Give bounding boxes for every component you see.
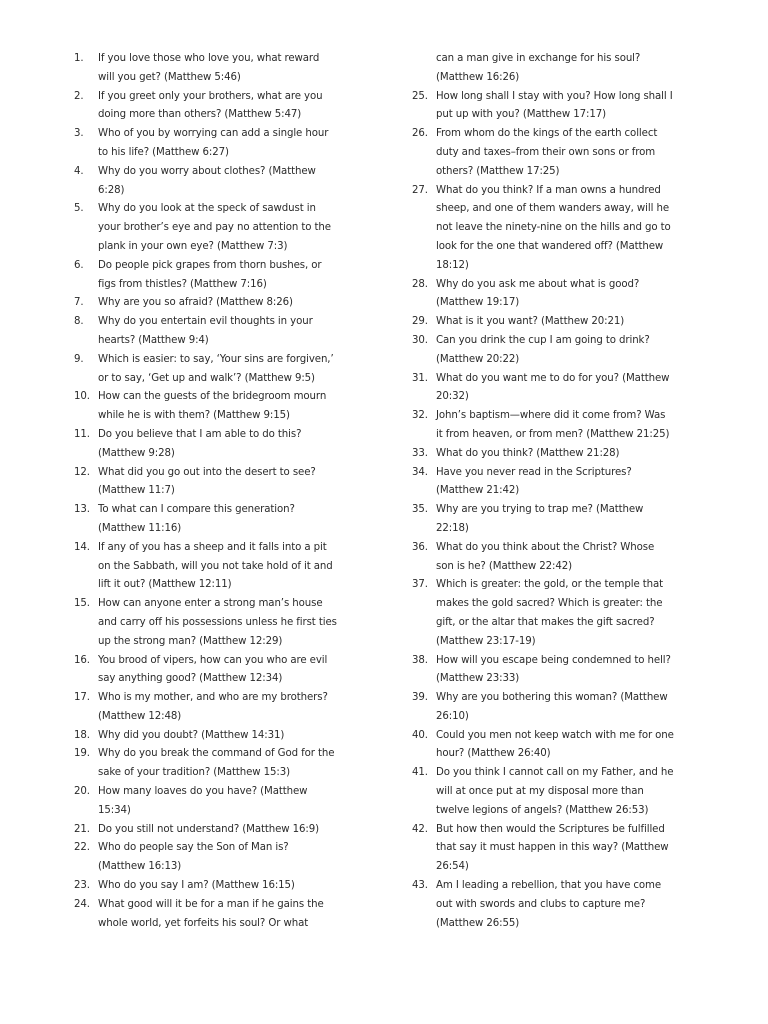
list-item [412, 276, 674, 314]
list-item [412, 313, 674, 332]
list-item [412, 689, 674, 727]
question-text: How many loaves do you have? (Matthew 15:34) [98, 786, 308, 816]
question-text: John’s baptism—where did it come from? Was it from heaven, or from men? (Matthew 21:25) [436, 410, 670, 440]
question-text: What do you want me to do for you? (Matthew 20:32) [436, 372, 670, 403]
list-item [412, 370, 674, 408]
question-text: Why are you so afraid? (Matthew 8:26) [98, 297, 293, 309]
item-number: 14. [74, 541, 90, 553]
question-text: Who do people say the Son of Man is? (Matthew 16:13) [98, 842, 289, 873]
list-item [74, 745, 338, 783]
item-number: 20. [74, 786, 90, 798]
list-item [74, 294, 338, 313]
question-text: Which is greater: the gold, or the temple that makes the gold sacred? Which is greater: the gift, or the altar that makes the gift sacred? (Matthew 23:17-19) [436, 579, 664, 647]
question-text: What is it you want? (Matthew 20:21) [436, 316, 625, 328]
item-number: 3. [74, 128, 84, 140]
list-item [74, 257, 338, 295]
list-item [74, 839, 338, 877]
list-item [412, 501, 674, 539]
item-number: 7. [74, 297, 84, 309]
question-text: What good will it be for a man if he gains the whole world, yet forfeits his soul? Or what [98, 898, 324, 929]
question-text: Do you still not understand? (Matthew 16:9) [98, 823, 320, 835]
list-item [412, 445, 674, 464]
list-item [74, 88, 338, 126]
item-number: 11. [74, 428, 90, 440]
question-text: can a man give in exchange for his soul? (Matthew 16:26) [436, 53, 641, 83]
item-number: 30. [412, 334, 428, 346]
list-item [74, 501, 338, 539]
item-number: 37. [412, 579, 428, 591]
question-text: Who do you say I am? (Matthew 16:15) [98, 880, 295, 892]
item-number: 9. [74, 353, 84, 365]
question-text: Do you think I cannot call on my Father, and he will at once put at my disposal more than twelve legions of angels? (Matthew 26:53) [436, 767, 674, 816]
list-item [412, 576, 674, 651]
item-number: 36. [412, 541, 428, 553]
question-text: To what can I compare this generation? (Matthew 11:16) [98, 504, 295, 534]
item-number: 40. [412, 729, 428, 741]
item-number: 19. [74, 748, 90, 760]
question-text: Who is my mother, and who are my brothers? (Matthew 12:48) [98, 692, 328, 722]
list-item [74, 727, 338, 746]
question-text: What do you think? (Matthew 21:28) [436, 447, 620, 459]
list-item [74, 426, 338, 464]
item-number: 42. [412, 823, 428, 835]
item-number: 4. [74, 165, 84, 177]
list-item [74, 125, 338, 163]
question-text: What do you think? If a man owns a hundred sheep, and one of them wanders away, will he not leave the ninety-nine on the hills and go to look for the one that wandered off? (Matthew 18:12) [436, 184, 671, 271]
list-item [74, 896, 338, 934]
question-text: Why are you bothering this woman? (Matthew 26:10) [436, 692, 668, 722]
question-text: Have you never read in the Scriptures? (Matthew 21:42) [436, 466, 632, 497]
item-number: 21. [74, 823, 90, 835]
list-item [412, 539, 674, 577]
item-number: 25. [412, 90, 428, 102]
left-column [74, 50, 338, 933]
item-number: 31. [412, 372, 428, 384]
list-item [412, 332, 674, 370]
question-text: If any of you has a sheep and it falls into a pit on the Sabbath, will you not take hold of it and lift it out? (Matthew 12:11) [98, 541, 333, 591]
list-item [412, 182, 674, 276]
list-item [412, 407, 674, 445]
right-column [412, 50, 674, 933]
list-item [74, 783, 338, 821]
item-number: 6. [74, 259, 84, 271]
item-number: 23. [74, 880, 90, 892]
list-item [74, 539, 338, 595]
item-number: 12. [74, 466, 90, 478]
list-item [412, 50, 674, 88]
list-item [412, 821, 674, 877]
item-number: 2. [74, 90, 84, 102]
item-number: 34. [412, 466, 428, 478]
question-text: Why are you trying to trap me? (Matthew 22:18) [436, 504, 644, 534]
item-number: 39. [412, 692, 428, 704]
item-number: 32. [412, 410, 428, 422]
list-item [74, 163, 338, 201]
list-item [74, 388, 338, 426]
item-number: 38. [412, 654, 428, 666]
question-text: How long shall I stay with you? How long shall I put up with you? (Matthew 17:17) [436, 90, 673, 121]
question-text: How can anyone enter a strong man’s house and carry off his possessions unless he first ties up the strong man? (Matthew 12:29) [98, 598, 337, 647]
question-text: But how then would the Scriptures be fulfilled that say it must happen in this way? (Matthew 26:54) [436, 823, 669, 873]
list-item [412, 764, 674, 820]
list-item [74, 351, 338, 389]
list-item [74, 821, 338, 840]
item-number: 13. [74, 504, 90, 516]
question-text: What do you think about the Christ? Whose son is he? (Matthew 22:42) [436, 541, 655, 572]
question-text: Which is easier: to say, ‘Your sins are forgiven,’ or to say, ‘Get up and walk’? (Matthew 9:5) [98, 353, 334, 384]
item-number: 17. [74, 692, 90, 704]
item-number: 5. [74, 203, 84, 215]
item-number [412, 50, 436, 88]
item-number: 16. [74, 654, 90, 666]
list-item [74, 50, 338, 88]
item-number: 41. [412, 767, 428, 779]
question-text: Why did you doubt? (Matthew 14:31) [98, 729, 285, 741]
question-text: Why do you entertain evil thoughts in your hearts? (Matthew 9:4) [98, 316, 313, 346]
item-number: 35. [412, 504, 428, 516]
question-text: If you greet only your brothers, what are you doing more than others? (Matthew 5:47) [98, 90, 323, 121]
question-text: Why do you ask me about what is good? (Matthew 19:17) [436, 278, 640, 309]
list-item [412, 464, 674, 502]
question-text: If you love those who love you, what reward will you get? (Matthew 5:46) [98, 53, 320, 83]
list-item [412, 88, 674, 126]
question-text: What did you go out into the desert to see? (Matthew 11:7) [98, 466, 316, 497]
list-item [74, 200, 338, 256]
item-number: 1. [74, 53, 84, 64]
item-number: 43. [412, 880, 428, 892]
question-text: Why do you worry about clothes? (Matthew 6:28) [98, 165, 316, 196]
question-text: Do people pick grapes from thorn bushes, or figs from thistles? (Matthew 7:16) [98, 259, 322, 290]
item-number: 10. [74, 391, 90, 403]
item-number: 26. [412, 128, 428, 140]
question-text: How can the guests of the bridegroom mourn while he is with them? (Matthew 9:15) [98, 391, 327, 422]
item-number: 27. [412, 184, 428, 196]
question-text: Who of you by worrying can add a single hour to his life? (Matthew 6:27) [98, 128, 329, 158]
question-text: From whom do the kings of the earth collect duty and taxes–from their own sons or from others? (Matthew 17:25) [436, 128, 658, 177]
question-text: How will you escape being condemned to hell? (Matthew 23:33) [436, 654, 671, 685]
list-item [74, 464, 338, 502]
list-item [74, 652, 338, 690]
list-item [412, 652, 674, 690]
question-text: Can you drink the cup I am going to drink? (Matthew 20:22) [436, 334, 650, 365]
item-number: 28. [412, 278, 428, 290]
question-list-left [74, 50, 338, 933]
item-number: 22. [74, 842, 90, 854]
item-number: 24. [74, 898, 90, 910]
list-item [74, 689, 338, 727]
item-number: 15. [74, 598, 90, 610]
question-text: Why do you look at the speck of sawdust in your brother’s eye and pay no attention to the plank in your own eye? (Matthew 7:3) [98, 203, 331, 252]
list-item [74, 313, 338, 351]
question-text: Why do you break the command of God for the sake of your tradition? (Matthew 15:3) [98, 748, 335, 779]
item-number: 29. [412, 316, 428, 328]
list-item [412, 877, 674, 933]
question-text: Do you believe that I am able to do this? (Matthew 9:28) [98, 428, 302, 459]
list-item [412, 125, 674, 181]
question-text: You brood of vipers, how can you who are evil say anything good? (Matthew 12:34) [98, 654, 328, 685]
item-number: 33. [412, 447, 428, 459]
list-item [74, 877, 338, 896]
list-item [74, 595, 338, 651]
item-number: 8. [74, 316, 84, 328]
list-item [412, 727, 674, 765]
question-list-right [412, 50, 674, 933]
item-number: 18. [74, 729, 90, 741]
question-text: Am I leading a rebellion, that you have come out with swords and clubs to capture me? (Matthew 26:55) [436, 880, 662, 929]
question-text: Could you men not keep watch with me for one hour? (Matthew 26:40) [436, 729, 674, 760]
